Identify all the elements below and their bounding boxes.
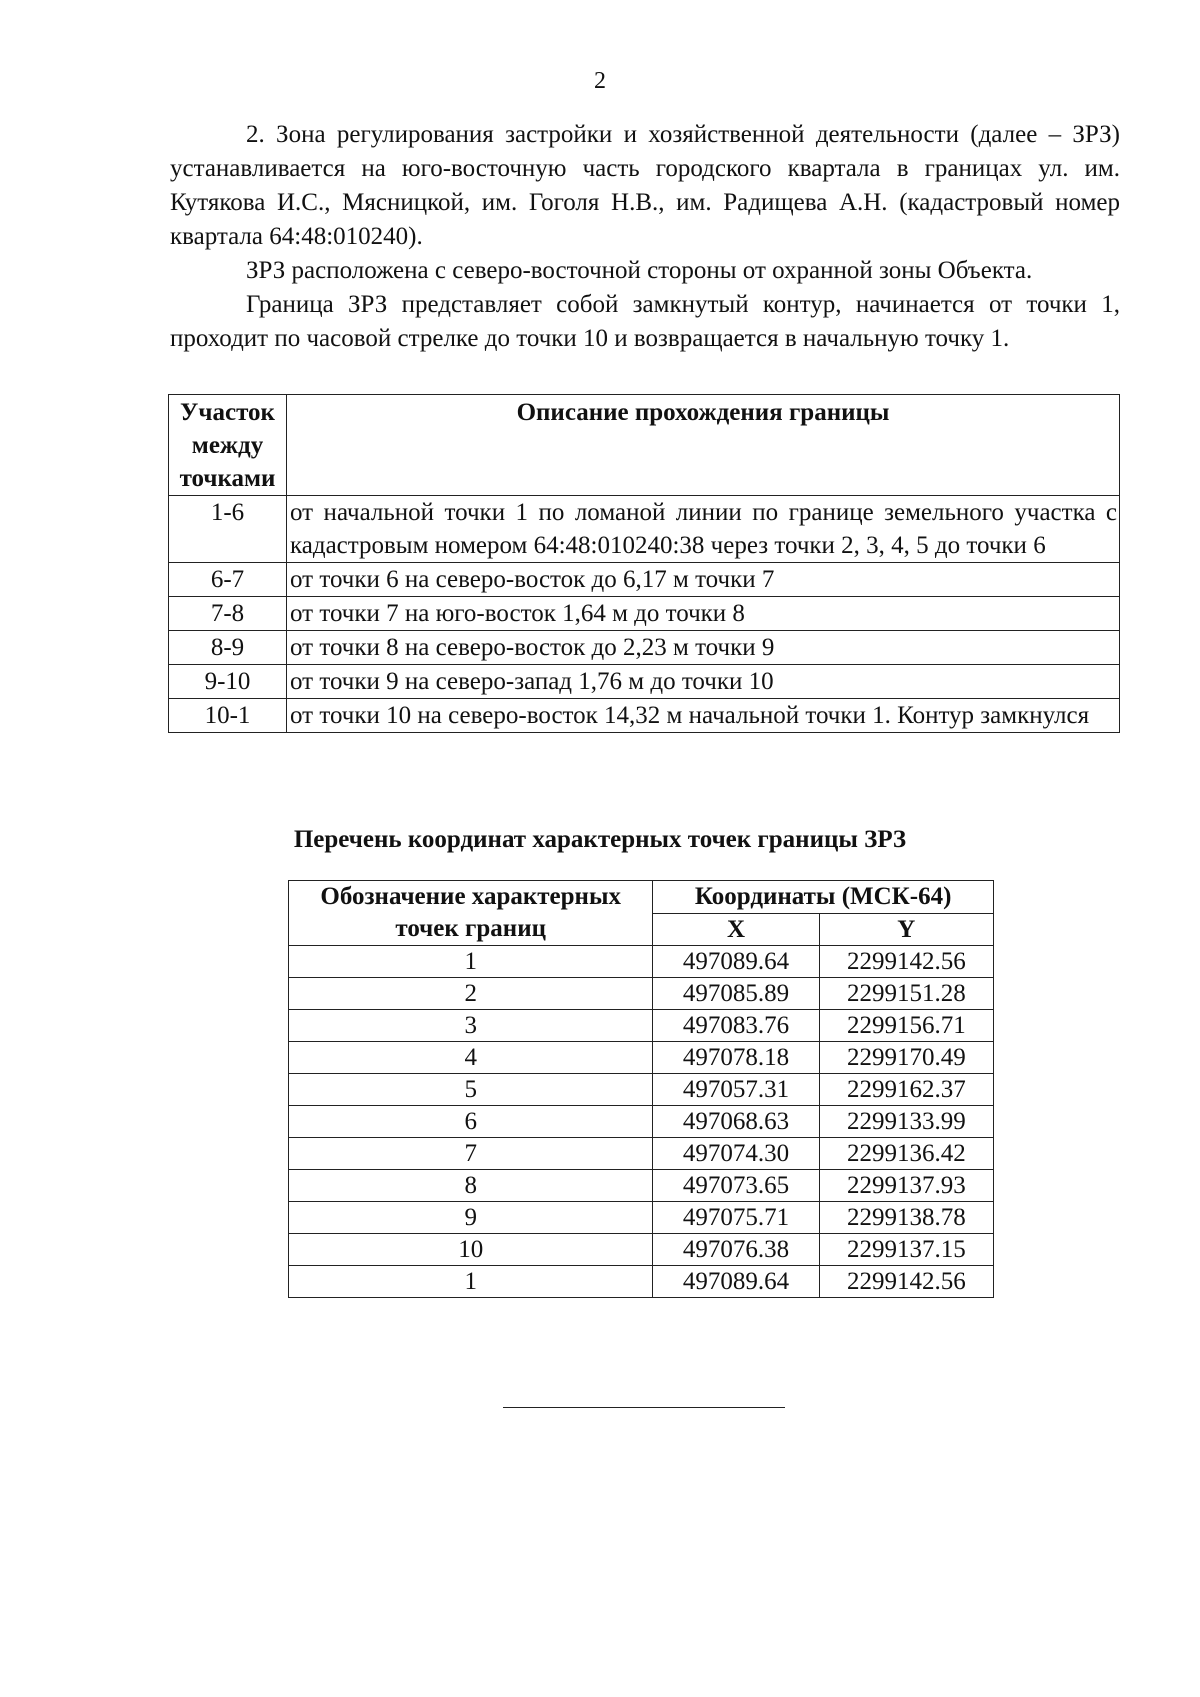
description-cell: от точки 7 на юго-восток 1,64 м до точки 8 <box>287 597 1120 631</box>
description-cell: от точки 9 на северо-запад 1,76 м до точки 10 <box>287 665 1120 699</box>
x-cell: 497057.31 <box>653 1074 819 1106</box>
table-header-row <box>169 395 1120 496</box>
x-cell: 497076.38 <box>653 1234 819 1266</box>
boundary-description-table <box>168 394 1120 733</box>
point-cell: 7 <box>289 1138 653 1170</box>
table-row <box>169 665 1120 699</box>
paragraph-zone-description: 2. Зона регулирования застройки и хозяйственной деятельности (далее – ЗРЗ) устанавливается на юго-восточную часть городского квартала в границах ул. им. Кутякова И.С., Мясницкой, им. Гоголя Н.В., им. Радищева А.Н. (кадастровый номер квартала 64:48:010240). <box>170 121 1120 250</box>
point-cell: 10 <box>289 1234 653 1266</box>
closing-divider-line <box>503 1407 785 1408</box>
point-cell: 8 <box>289 1170 653 1202</box>
segment-cell: 10-1 <box>169 699 287 733</box>
segment-cell: 9-10 <box>169 665 287 699</box>
y-cell: 2299133.99 <box>819 1106 993 1138</box>
coordinates-table <box>288 880 994 1298</box>
y-cell: 2299156.71 <box>819 1010 993 1042</box>
description-cell: от точки 10 на северо-восток 14,32 м начальной точки 1. Контур замкнулся <box>287 699 1120 733</box>
table-row <box>289 1138 994 1170</box>
x-cell: 497075.71 <box>653 1202 819 1234</box>
point-cell: 9 <box>289 1202 653 1234</box>
point-cell: 1 <box>289 1266 653 1298</box>
table-row <box>289 1042 994 1074</box>
table-row <box>289 1266 994 1298</box>
table-row <box>169 563 1120 597</box>
table-header-row <box>289 881 994 914</box>
x-cell: 497074.30 <box>653 1138 819 1170</box>
segment-column-header: Участок между точками <box>169 395 287 496</box>
y-cell: 2299142.56 <box>819 1266 993 1298</box>
x-cell: 497073.65 <box>653 1170 819 1202</box>
y-cell: 2299142.56 <box>819 946 993 978</box>
point-cell: 3 <box>289 1010 653 1042</box>
segment-cell: 1-6 <box>169 496 287 563</box>
y-cell: 2299151.28 <box>819 978 993 1010</box>
table-row <box>169 699 1120 733</box>
table-row <box>289 1234 994 1266</box>
table-row <box>289 946 994 978</box>
y-cell: 2299137.93 <box>819 1170 993 1202</box>
y-cell: 2299136.42 <box>819 1138 993 1170</box>
x-cell: 497085.89 <box>653 978 819 1010</box>
x-column-header: X <box>653 913 819 946</box>
segment-cell: 8-9 <box>169 631 287 665</box>
y-cell: 2299170.49 <box>819 1042 993 1074</box>
description-cell: от точки 6 на северо-восток до 6,17 м точки 7 <box>287 563 1120 597</box>
point-cell: 2 <box>289 978 653 1010</box>
table-row <box>289 1106 994 1138</box>
page-number: 2 <box>594 68 606 94</box>
table-row <box>289 978 994 1010</box>
y-cell: 2299138.78 <box>819 1202 993 1234</box>
table-row <box>289 1010 994 1042</box>
y-cell: 2299137.15 <box>819 1234 993 1266</box>
x-cell: 497089.64 <box>653 946 819 978</box>
table-row <box>289 1074 994 1106</box>
point-column-header: Обозначение характерных точек границ <box>289 881 653 946</box>
table-row <box>289 1170 994 1202</box>
segment-cell: 7-8 <box>169 597 287 631</box>
x-cell: 497083.76 <box>653 1010 819 1042</box>
point-cell: 6 <box>289 1106 653 1138</box>
description-cell: от начальной точки 1 по ломаной линии по границе земельного участка с кадастровым номером 64:48:010240:38 через точки 2, 3, 4, 5 до точки 6 <box>287 496 1120 563</box>
y-column-header: Y <box>819 913 993 946</box>
description-cell: от точки 8 на северо-восток до 2,23 м точки 9 <box>287 631 1120 665</box>
table-row <box>169 496 1120 563</box>
table-row <box>169 597 1120 631</box>
paragraph-boundary-contour: Граница ЗРЗ представляет собой замкнутый контур, начинается от точки 1, проходит по часовой стрелке до точки 10 и возвращается в начальную точку 1. <box>170 291 1120 352</box>
x-cell: 497068.63 <box>653 1106 819 1138</box>
description-column-header: Описание прохождения границы <box>287 395 1120 496</box>
point-cell: 5 <box>289 1074 653 1106</box>
coordinates-title: Перечень координат характерных точек границы ЗРЗ <box>293 826 907 853</box>
point-cell: 4 <box>289 1042 653 1074</box>
paragraph-zone-location: ЗРЗ расположена с северо-восточной стороны от охранной зоны Объекта. <box>246 257 1033 284</box>
table-row <box>289 1202 994 1234</box>
y-cell: 2299162.37 <box>819 1074 993 1106</box>
table-row <box>169 631 1120 665</box>
x-cell: 497089.64 <box>653 1266 819 1298</box>
coordinate-system-header: Координаты (МСК-64) <box>653 881 994 914</box>
point-cell: 1 <box>289 946 653 978</box>
x-cell: 497078.18 <box>653 1042 819 1074</box>
segment-cell: 6-7 <box>169 563 287 597</box>
